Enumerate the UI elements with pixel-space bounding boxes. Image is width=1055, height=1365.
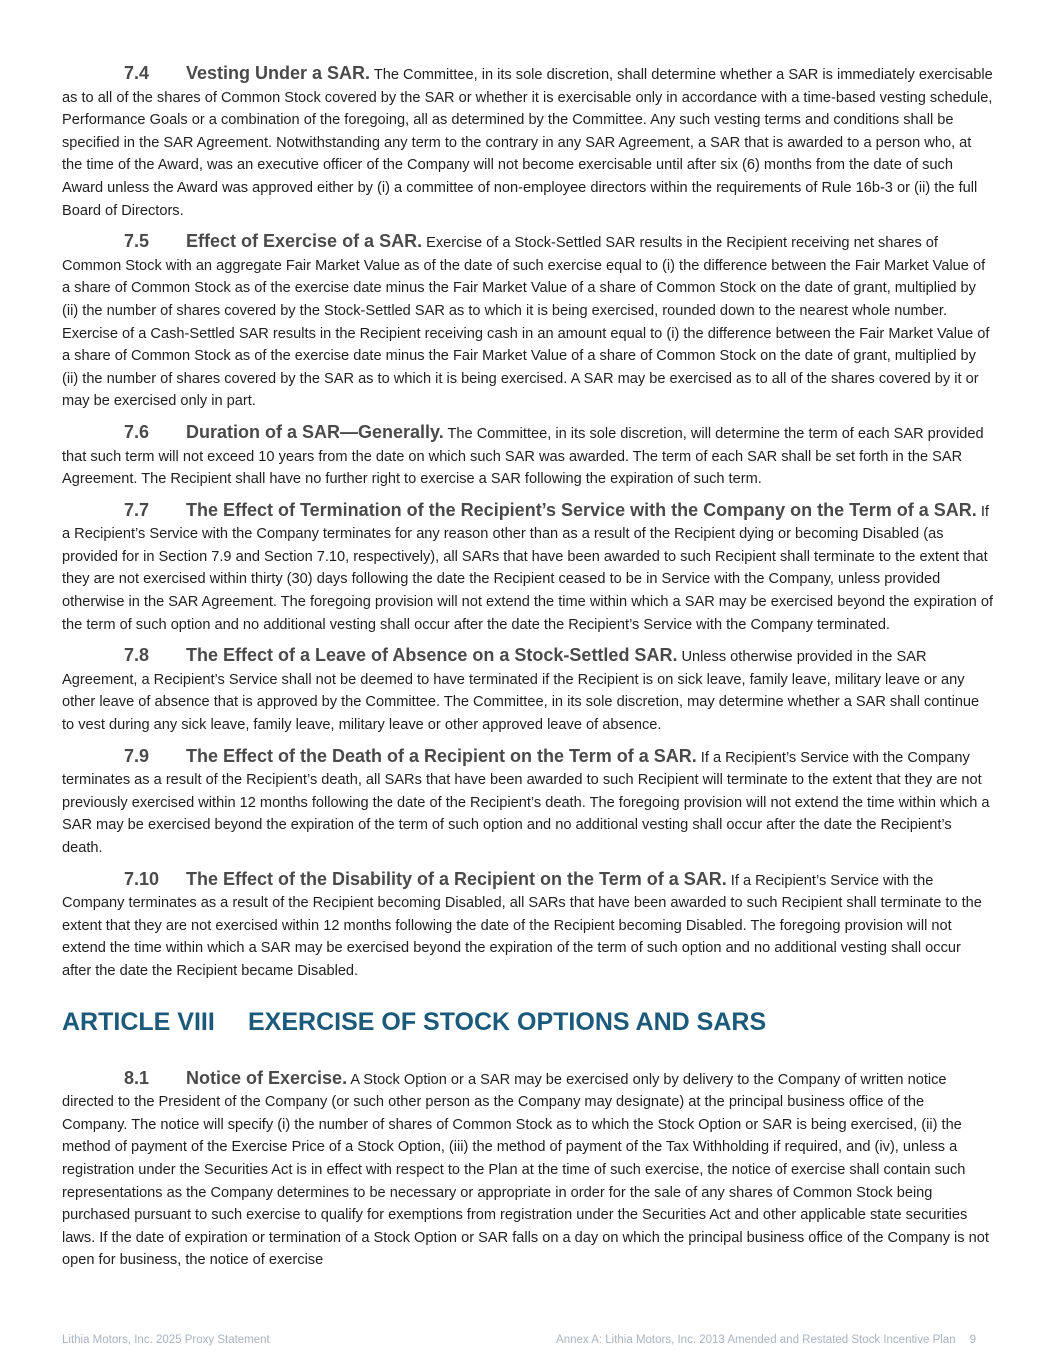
section-number: 7.7 — [124, 499, 150, 520]
section-heading: The Effect of Termination of the Recipient’s Service with the Company on the Term of a SAR. — [186, 499, 977, 520]
section-number: 7.6 — [124, 421, 150, 442]
footer-annex-title: Annex A: Lithia Motors, Inc. 2013 Amended and Restated Stock Incentive Plan — [556, 1334, 956, 1346]
section-7-10 — [62, 868, 993, 983]
section-body: If a Recipient’s Service with the Company terminates for any reason other than as a result of the Recipient dying or becoming Disabled (as provided for in Section 7.9 and Section 7.10, respectively), all SARs that have been awarded to such Recipient shall terminate to the extent that they are not exercised within thirty (30) days following the date the Recipient ceased to be in Service with the Company, unless provided otherwise in the SAR Agreement. The foregoing provision will not extend the time within which a SAR may be exercised beyond the expiration of the term of such option and no additional vesting shall occur after the date the Recipient’s Service with the Company terminated. — [62, 503, 993, 633]
section-body: The Committee, in its sole discretion, will determine the term of each SAR provided that such term will not exceed 10 years from the date on which such SAR was awarded. The term of each SAR shall be set forth in the SAR Agreement. The Recipient shall have no further right to exercise a SAR following the expiration of such term. — [62, 425, 984, 488]
section-number: 7.8 — [124, 645, 150, 666]
section-number: 7.10 — [124, 868, 160, 889]
article-heading — [62, 1007, 993, 1037]
section-number: 7.4 — [124, 63, 150, 83]
footer-left: Lithia Motors, Inc. 2025 Proxy Statement — [62, 1334, 270, 1346]
page-number: 9 — [969, 1334, 976, 1346]
section-heading: The Effect of the Death of a Recipient on the Term of a SAR. — [186, 745, 697, 766]
section-body: If a Recipient’s Service with the Company terminates as a result of the Recipient’s death, all SARs that have been awarded to such Recipient will terminate to the extent that they are not previously exercised within 12 months following the date of the Recipient’s death. The foregoing provision will not extend the time within which a SAR may be exercised beyond the expiration of the term of such option and no additional vesting shall occur after the date the Recipient’s death. — [62, 749, 990, 856]
section-number: 8.1 — [124, 1067, 150, 1088]
section-7-9 — [62, 745, 993, 860]
document-page — [62, 62, 993, 1280]
footer-right — [556, 1334, 976, 1346]
section-7-5 — [62, 230, 993, 413]
section-heading: The Effect of the Disability of a Recipient on the Term of a SAR. — [186, 868, 727, 889]
section-body: If a Recipient’s Service with the Company terminates as a result of the Recipient becoming Disabled, all SARs that have been awarded to such Recipient shall terminate to the extent that they are not exercised within 12 months following the date of the Recipient becoming Disabled. The foregoing provision will not extend the time within which a SAR may be exercised beyond the expiration of the term of such option and no additional vesting shall occur after the date the Recipient became Disabled. — [62, 872, 982, 979]
section-number: 7.5 — [124, 231, 150, 252]
section-7-4 — [62, 62, 993, 222]
section-body: Unless otherwise provided in the SAR Agreement, a Recipient’s Service shall not be deemed to have terminated if the Recipient is on sick leave, family leave, military leave or any other leave of absence that is approved by the Committee. The Committee, in its sole discretion, may determine whether a SAR shall continue to vest during any sick leave, family leave, military leave or other approved leave of absence. — [62, 649, 980, 734]
section-7-7 — [62, 499, 993, 637]
section-heading: Effect of Exercise of a SAR. — [186, 231, 423, 252]
section-heading: Duration of a SAR—Generally. — [186, 421, 444, 442]
section-heading: Vesting Under a SAR. — [186, 63, 371, 83]
section-heading: The Effect of a Leave of Absence on a Stock-Settled SAR. — [186, 645, 678, 666]
section-8-1 — [62, 1067, 993, 1272]
section-heading: Notice of Exercise. — [186, 1067, 348, 1088]
section-body: The Committee, in its sole discretion, shall determine whether a SAR is immediately exercisable as to all of the shares of Common Stock covered by the SAR or whether it is exercisable only in accordance with a time-based vesting schedule, Performance Goals or a combination of the foregoing, all as determined by the Committee. Any such vesting terms and conditions shall be specified in the SAR Agreement. Notwithstanding any term to the contrary in any SAR Agreement, a SAR that is awarded to a person who, at the time of the Award, was an executive officer of the Company will not become exercisable until after six (6) months from the date of such Award unless the Award was approved either by (i) a committee of non-employee directors within the requirements of Rule 16b-3 or (ii) the full Board of Directors. — [62, 67, 993, 219]
article-title: EXERCISE OF STOCK OPTIONS AND SARS — [248, 1007, 767, 1036]
section-body: A Stock Option or a SAR may be exercised only by delivery to the Company of written notice directed to the President of the Company (or such other person as the Company may designate) at the principal business office of the Company. The notice will specify (i) the number of shares of Common Stock as to which the Stock Option or SAR is being exercised, (ii) the method of payment of the Exercise Price of a Stock Option, (iii) the method of payment of the Tax Withholding if required, and (iv), unless a registration under the Securities Act is in effect with respect to the Plan at the time of such exercise, the notice of exercise shall contain such representations as the Company determines to be necessary or appropriate in order for the sale of any shares of Common Stock being purchased pursuant to such exercise to qualify for exemptions from registration under the Securities Act and other applicable state securities laws. If the date of expiration or termination of a Stock Option or SAR falls on a day on which the principal business office of the Company is not open for business, the notice of exercise — [62, 1071, 989, 1269]
section-body: Exercise of a Stock-Settled SAR results in the Recipient receiving net shares of Common Stock with an aggregate Fair Market Value as of the date of such exercise equal to (i) the difference between the Fair Market Value of a share of Common Stock as of the exercise date minus the Fair Market Value of a share of Common Stock on the date of grant, multiplied by (ii) the number of shares covered by the Stock-Settled SAR as to which it is being exercised, rounded down to the nearest whole number. Exercise of a Cash-Settled SAR results in the Recipient receiving cash in an amount equal to (i) the difference between the Fair Market Value of a share of Common Stock as of the exercise date minus the Fair Market Value of a share of Common Stock on the date of grant, multiplied by (ii) the number of shares covered by the SAR as to which it is being exercised. A SAR may be exercised as to all of the shares covered by it or may be exercised only in part. — [62, 235, 990, 410]
section-7-8 — [62, 644, 993, 736]
section-number: 7.9 — [124, 745, 150, 766]
section-7-6 — [62, 421, 993, 491]
article-number: ARTICLE VIII — [62, 1007, 215, 1036]
